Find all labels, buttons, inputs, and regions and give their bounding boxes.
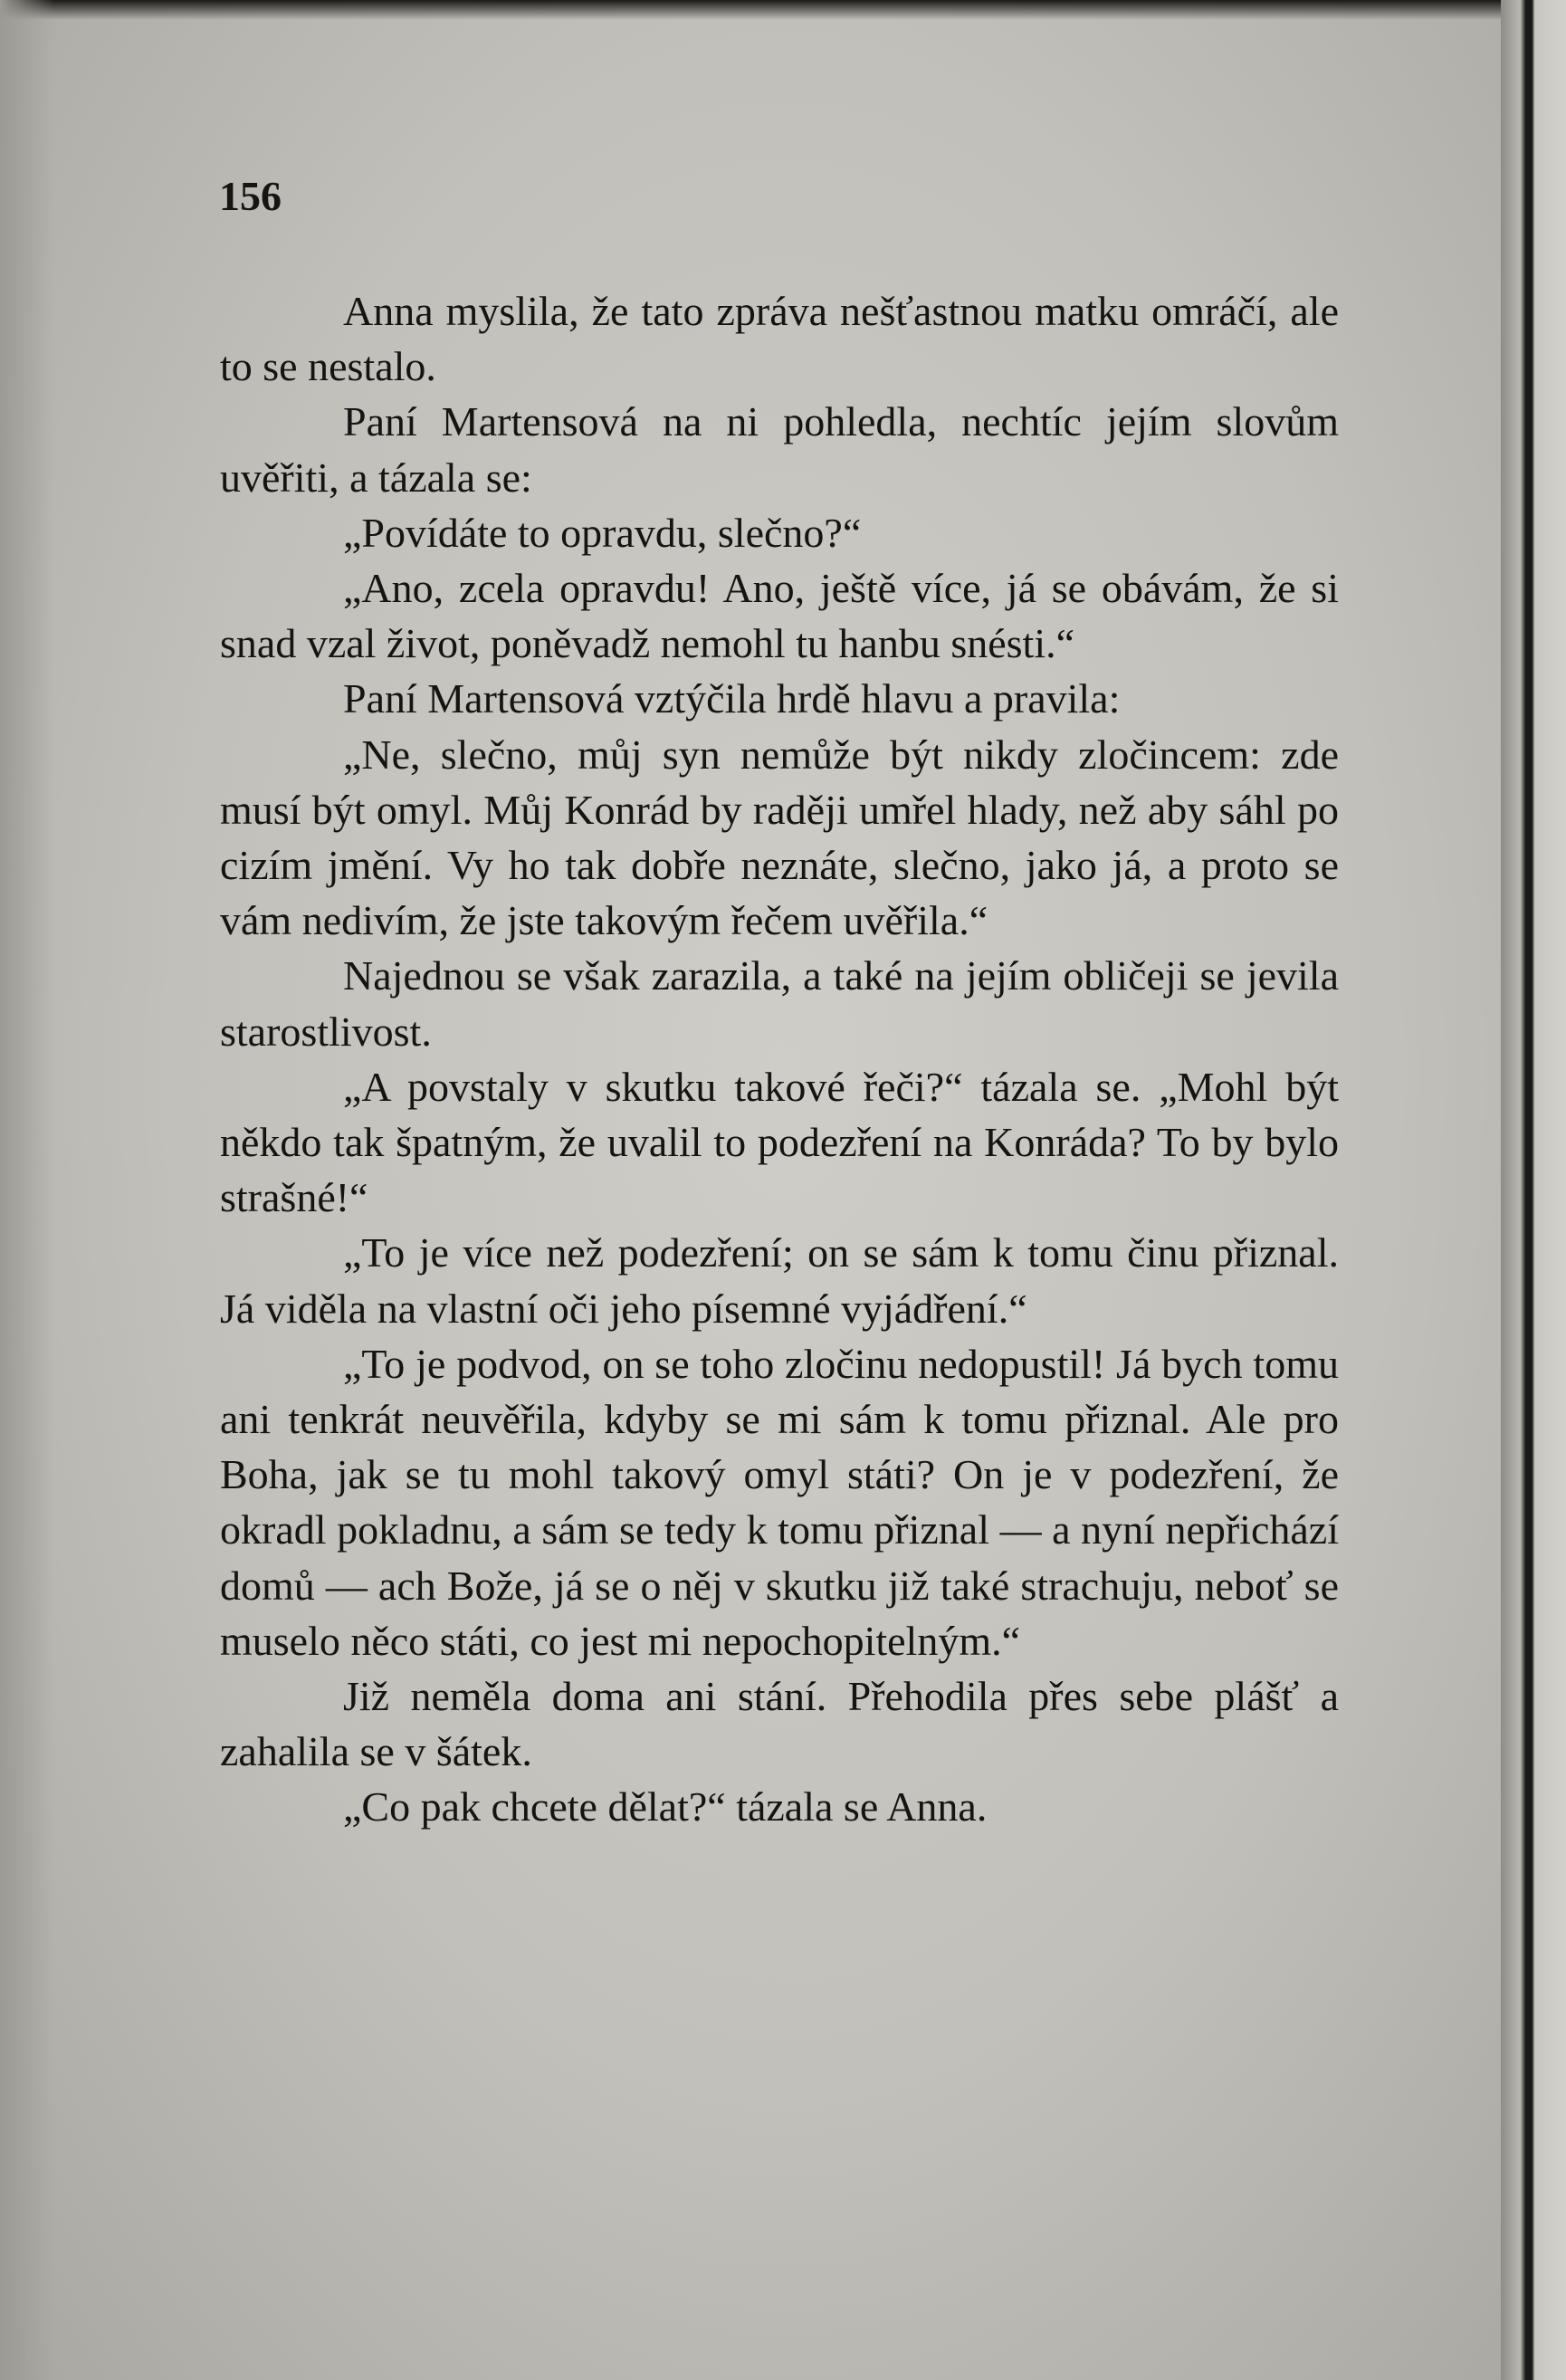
paragraph: Paní Martensová vztýčila hrdě hlavu a pravila: — [343, 675, 1121, 722]
paragraph: „To je více než podezření; on se sám k tomu činu přiznal. Já viděla na vlastní oči jeho písemné vyjádření.“ — [220, 1229, 1339, 1332]
scan-top-edge — [0, 0, 1566, 20]
scan-left-shadow — [0, 0, 54, 2380]
body-text — [220, 283, 1339, 1835]
paragraph: Anna myslila, že tato zpráva nešťastnou matku omráčí, ale to se nestalo. — [220, 288, 1339, 390]
paragraph: Najednou se však zarazila, a také na jejím obličeji se jevila starostlivost. — [220, 952, 1339, 1055]
paragraph: „Ano, zcela opravdu! Ano, ještě více, já se obávám, že si snad vzal život, poněvadž nemohl tu hanbu snésti.“ — [220, 565, 1339, 667]
page-number: 156 — [219, 173, 282, 219]
paragraph: „To je podvod, on se toho zločinu nedopustil! Já bych tomu ani tenkrát neuvěřila, kdyby se mi sám k tomu přiznal. Ale pro Boha, jak se tu mohl takový omyl státi? On je v podezření, že okradl pokladnu, a sám se tedy k tomu přiznal — a nyní nepřichází domů — ach Bože, já se o něj v skutku již také strachuju, neboť se muselo něco státi, co jest mi nepochopitelným.“ — [220, 1340, 1339, 1664]
paragraph: Paní Martensová na ni pohledla, nechtíc jejím slovům uvěřiti, a tázala se: — [220, 398, 1339, 501]
paragraph: „Ne, slečno, můj syn nemůže být nikdy zločincem: zde musí být omyl. Můj Konrád by raději umřel hlady, než aby sáhl po cizím jmění. Vy ho tak dobře neznáte, slečno, jako já, a proto se vám nedivím, že jste takovým řečem uvěřila.“ — [220, 731, 1339, 944]
paragraph: „Co pak chcete dělat?“ tázala se Anna. — [343, 1783, 988, 1830]
paragraph: „A povstaly v skutku takové řeči?“ tázala se. „Mohl být někdo tak špatným, že uvalil to podezření na Konráda? To by bylo strašné!“ — [220, 1063, 1339, 1221]
book-gutter — [1501, 0, 1566, 2380]
paragraph: Již neměla doma ani stání. Přehodila přes sebe plášť a zahalila se v šátek. — [220, 1673, 1339, 1775]
paragraph: „Povídáte to opravdu, slečno?“ — [343, 509, 862, 556]
